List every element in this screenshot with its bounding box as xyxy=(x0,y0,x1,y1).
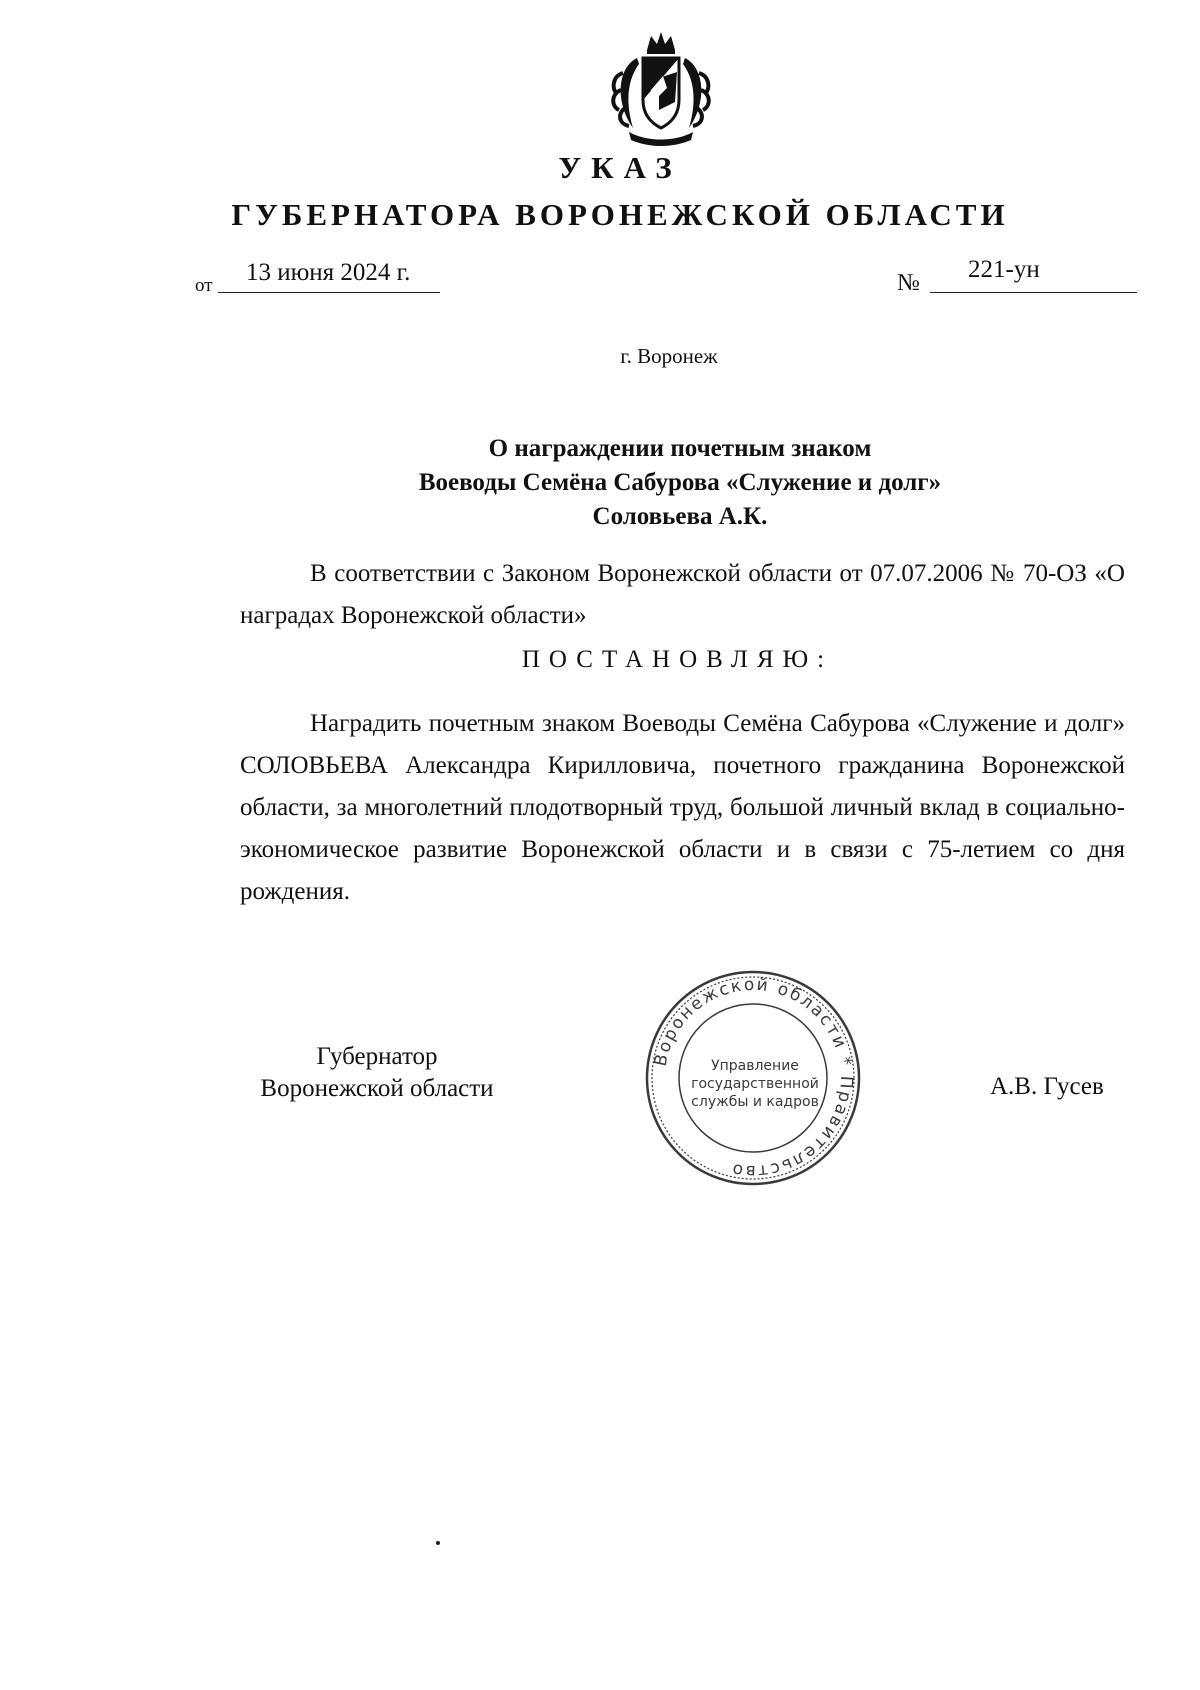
award-paragraph: Наградить почетным знаком Воеводы Семёна Сабурова «Служение и долг» СОЛОВЬЕВА Александра Кирилловича, почетного гражданина Воронежской области, за многолетний плодотворный труд, большой личный вклад в социально-экономическое развитие Воронежской области и в связи с 75-летием со дня рождения. xyxy=(240,710,1125,905)
document-subject xyxy=(240,432,1120,534)
signatory-position-line-2: Воронежской области xyxy=(260,1075,494,1102)
document-city: г. Воронеж xyxy=(620,344,718,368)
issuer-title: ГУБЕРНАТОРА ВОРОНЕЖСКОЙ ОБЛАСТИ xyxy=(231,197,1009,232)
subject-line-3: Соловьева А.К. xyxy=(592,503,768,530)
subject-line-2: Воеводы Семёна Сабурова «Служение и долг» xyxy=(418,469,942,496)
seal-center-line-3: службы и кадров xyxy=(691,1094,819,1110)
coat-of-arms-icon xyxy=(607,28,715,148)
date-prefix: от xyxy=(195,275,213,296)
seal-center-line-2: государственной xyxy=(691,1076,819,1092)
document-number: 221-ун xyxy=(968,256,1040,283)
official-seal xyxy=(643,968,863,1188)
subject-line-1: О награждении почетным знаком xyxy=(488,435,872,462)
signatory-name: А.В. Гусев xyxy=(990,1073,1104,1100)
decree-heading: ПОСТАНОВЛЯЮ: xyxy=(521,646,834,673)
number-underline xyxy=(930,292,1137,293)
signatory-position xyxy=(222,1041,532,1105)
document-date: 13 июня 2024 г. xyxy=(246,259,411,286)
signatory-position-line-1: Губернатор xyxy=(316,1043,438,1070)
seal-ring-text: Воронежской области * Правительство xyxy=(650,974,857,1182)
number-prefix: № xyxy=(897,270,920,296)
document-type-title: УКАЗ xyxy=(558,150,682,185)
seal-center-line-1: Управление xyxy=(711,1058,799,1074)
scan-speck xyxy=(436,1541,440,1545)
date-underline xyxy=(218,292,440,293)
legal-basis-paragraph: В соответствии с Законом Воронежской области от 07.07.2006 № 70-ОЗ «О наградах Воронежской области» xyxy=(240,560,1125,629)
